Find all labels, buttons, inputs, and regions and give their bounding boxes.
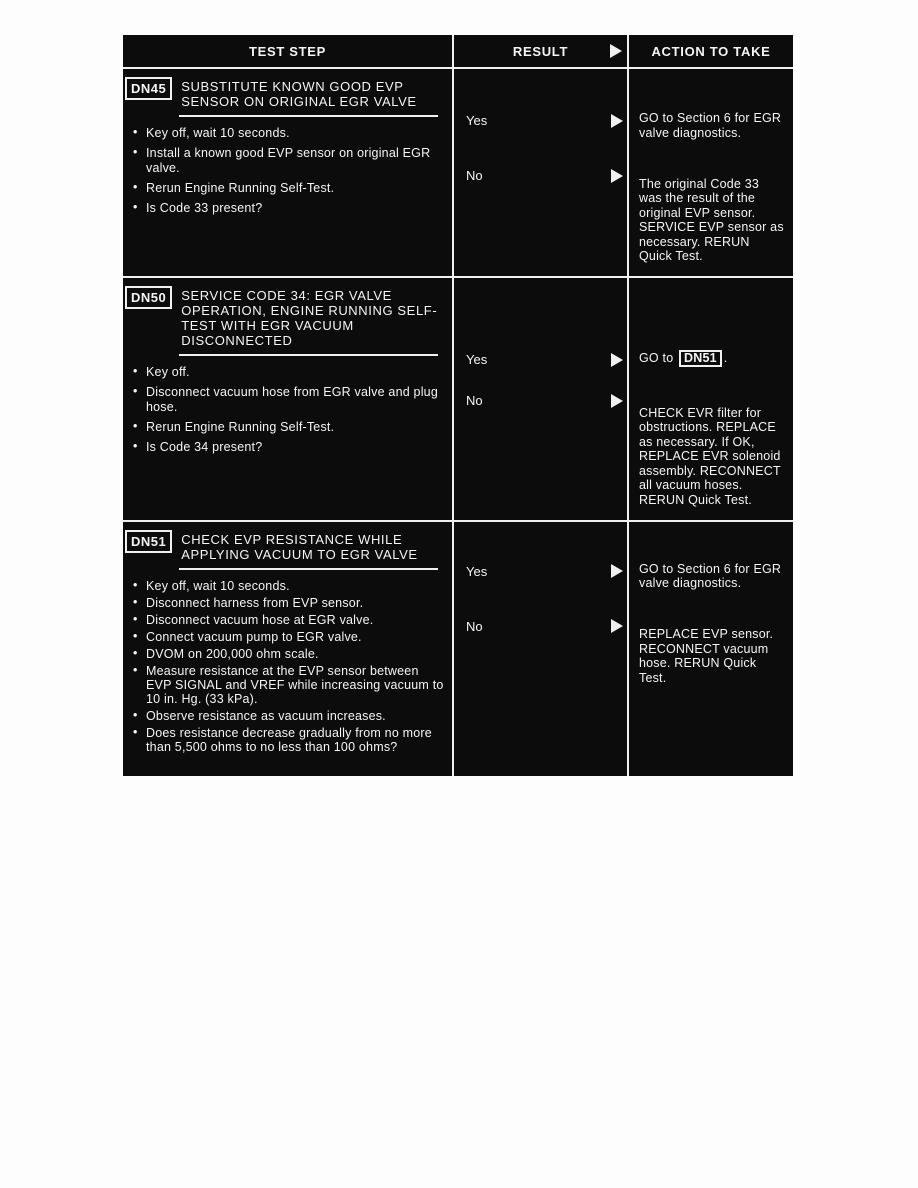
action-text-no: REPLACE EVP sensor. RECONNECT vacuum hose. RERUN Quick Test. [639,627,774,685]
action-cell [627,522,793,776]
test-step-cell [123,278,452,520]
arrow-right-icon [610,44,622,58]
test-row-dn45 [123,69,793,278]
test-title: SUBSTITUTE KNOWN GOOD EVP SENSOR ON ORIGINAL EGR VALVE [179,77,438,117]
test-id-badge: DN45 [125,77,172,100]
action-text-no: CHECK EVR filter for obstructions. REPLACE as necessary. If OK, REPLACE EVR solenoid assembly. RECONNECT all vacuum hoses. RERUN Quick Test. [639,405,781,507]
test-step-item: • Disconnect harness from EVP sensor. [133,596,444,610]
test-step-item: • Is Code 34 present? [133,440,444,455]
action-cell [627,278,793,520]
result-cell [452,69,627,276]
test-step-item: • Observe resistance as vacuum increases. [133,709,444,723]
test-id-badge: DN50 [125,286,172,309]
result-entry-yes [454,352,627,367]
test-step-cell [123,69,452,276]
action-text-yes: GO to Section 6 for EGR valve diagnostics. [639,111,782,140]
header-result-label: RESULT [512,43,569,59]
arrow-right-icon [611,169,623,183]
test-step-list [123,365,452,466]
test-step-list [123,126,452,227]
test-title: CHECK EVP RESISTANCE WHILE APPLYING VACUUM TO EGR VALVE [179,530,438,570]
test-row-dn51 [123,522,793,776]
header-test-step: TEST STEP [248,43,327,59]
result-label: Yes [466,113,488,128]
action-text-yes [629,350,793,367]
pinpoint-test-table [123,35,793,776]
test-step-item: • Disconnect vacuum hose at EGR valve. [133,613,444,627]
test-step-item: • Is Code 33 present? [133,201,444,216]
arrow-right-icon [611,564,623,578]
arrow-right-icon [611,619,623,633]
result-entry-no [454,393,627,408]
test-step-header [123,69,452,117]
result-entry-no [454,619,627,634]
action-text-prefix: GO to [639,351,678,365]
arrow-right-icon [611,353,623,367]
test-step-item: • Key off, wait 10 seconds. [133,579,444,593]
test-step-header [123,278,452,356]
test-id-badge: DN51 [125,530,172,553]
result-entry-no [454,168,627,183]
result-label: Yes [466,352,488,367]
test-step-item: • Rerun Engine Running Self-Test. [133,420,444,435]
header-action: ACTION TO TAKE [627,35,793,67]
test-step-item: • Connect vacuum pump to EGR valve. [133,630,444,644]
result-entry-yes [454,564,627,579]
test-step-header [123,522,452,570]
action-text-yes: GO to Section 6 for EGR valve diagnostics. [639,561,782,590]
test-step-cell [123,522,452,776]
action-text-suffix: . [723,351,728,365]
result-label: No [466,168,483,183]
result-cell [452,278,627,520]
test-step-item: • Key off. [133,365,444,380]
result-label: Yes [466,563,488,579]
test-row-dn50 [123,278,793,522]
test-ref-dn51: DN51 [679,350,722,367]
result-entry-yes [454,113,627,128]
header-result [452,35,627,67]
test-step-item: • DVOM on 200,000 ohm scale. [133,647,444,661]
test-step-item: • Install a known good EVP sensor on original EGR valve. [133,146,444,176]
test-step-item: • Key off, wait 10 seconds. [133,126,444,141]
action-cell [627,69,793,276]
result-label: No [466,393,483,408]
result-label: No [466,618,483,634]
test-step-item: • Disconnect vacuum hose from EGR valve and plug hose. [133,385,444,415]
test-step-item: • Does resistance decrease gradually from no more than 5,500 ohms to no less than 100 ohms? [133,726,444,754]
test-step-list [123,579,452,763]
test-title: SERVICE CODE 34: EGR VALVE OPERATION, ENGINE RUNNING SELF-TEST WITH EGR VACUUM DISCONNECTED [179,286,438,356]
test-step-item: • Rerun Engine Running Self-Test. [133,181,444,196]
test-step-item: • Measure resistance at the EVP sensor between EVP SIGNAL and VREF while increasing vacuum to 10 in. Hg. (33 kPa). [133,664,444,706]
action-text-no: The original Code 33 was the result of the original EVP sensor. SERVICE EVP sensor as necessary. RERUN Quick Test. [639,176,784,263]
table-header-row [123,35,793,69]
result-cell [452,522,627,776]
arrow-right-icon [611,394,623,408]
arrow-right-icon [611,114,623,128]
